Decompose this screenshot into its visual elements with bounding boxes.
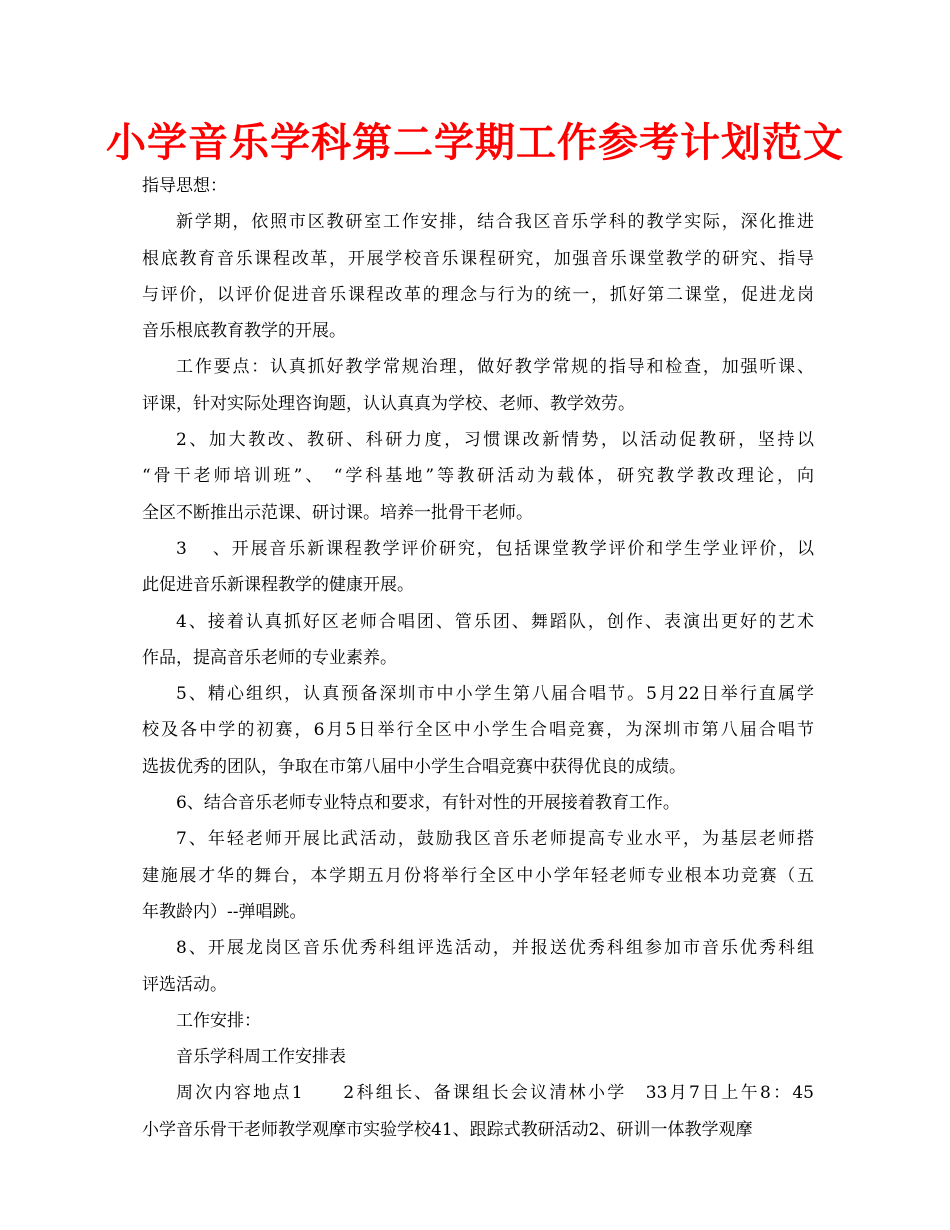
text-line: 新学期，依照市区教研室工作安排，结合我区音乐学科的教学实际，深化推进: [176, 212, 814, 233]
text-line: 评选活动。: [142, 974, 227, 995]
text-line: 与评价，以评价促进音乐课程改革的理念与行为的统一，抓好第二课堂，促进龙岗: [142, 284, 814, 305]
text-line: 工作安排：: [176, 1010, 261, 1031]
text-line: 小学音乐骨干老师教学观摩市实验学校41、跟踪式教研活动2、研训一体教学观摩: [142, 1119, 753, 1140]
paragraph: [142, 1003, 814, 1039]
text-line: 校及各中学的初赛，6月5日举行全区中小学生合唱竞赛，为深圳市第八届合唱节: [142, 720, 814, 741]
text-line: 年教龄内）--弹唱跳。: [142, 901, 307, 922]
text-line: 评课，针对实际处理咨询题，认认真真为学校、老师、教学效劳。: [142, 393, 635, 414]
text-line: 音乐根底教育教学的开展。: [142, 321, 346, 342]
paragraph: [142, 349, 814, 422]
paragraph: [142, 676, 814, 785]
paragraph: [142, 1075, 814, 1148]
text-line: 周次内容地点1 2科组长、备课组长会议清林小学 33月7日上午8：45: [176, 1083, 814, 1104]
paragraph: [142, 204, 814, 349]
document-body: [142, 168, 814, 1148]
paragraph: [142, 604, 814, 677]
text-line: 5、精心组织，认真预备深圳市中小学生第八届合唱节。5月22日举行直属学: [176, 684, 814, 705]
text-line: 根底教育音乐课程改革，开展学校音乐课程研究，加强音乐课堂教学的研究、指导: [142, 248, 814, 269]
text-line: 指导思想：: [142, 176, 227, 196]
text-line: 音乐学科周工作安排表: [176, 1047, 346, 1068]
text-line: 6、结合音乐老师专业特点和要求，有针对性的开展接着教育工作。: [176, 793, 680, 814]
paragraph: [142, 930, 814, 1003]
paragraph: [142, 531, 814, 604]
text-line: 4、接着认真抓好区老师合唱团、管乐团、舞蹈队，创作、表演出更好的艺术: [176, 611, 814, 632]
document-title: 小学音乐学科第二学期工作参考计划范文: [106, 120, 844, 166]
text-line: 此促进音乐新课程教学的健康开展。: [142, 575, 414, 596]
text-line: 建施展才华的舞台，本学期五月份将举行全区中小学年轻老师专业根本功竞赛（五: [142, 865, 814, 886]
paragraph: [142, 821, 814, 930]
paragraph: [142, 168, 814, 204]
text-line: 全区不断推出示范课、研讨课。培养一批骨干老师。: [142, 502, 533, 523]
text-line: 3 、开展音乐新课程教学评价研究，包括课堂教学评价和学生学业评价，以: [176, 538, 814, 559]
text-line: 7、年轻老师开展比武活动，鼓励我区音乐老师提高专业水平，为基层老师搭: [176, 829, 814, 850]
paragraph: [142, 785, 814, 821]
text-line: 2、加大教改、教研、科研力度，习惯课改新情势，以活动促教研，坚持以: [176, 430, 814, 451]
paragraph: [142, 422, 814, 531]
text-line: 选拔优秀的团队，争取在市第八届中小学生合唱竞赛中获得优良的成绩。: [142, 756, 686, 777]
text-line: 工作要点：认真抓好教学常规治理，做好教学常规的指导和检查，加强听课、: [176, 357, 814, 378]
text-line: “骨干老师培训班”、 “学科基地”等教研活动为载体，研究教学教改理论，向: [142, 466, 814, 487]
text-line: 8、开展龙岗区音乐优秀科组评选活动，并报送优秀科组参加市音乐优秀科组: [176, 938, 814, 959]
text-line: 作品，提高音乐老师的专业素养。: [142, 647, 397, 668]
paragraph: [142, 1039, 814, 1075]
